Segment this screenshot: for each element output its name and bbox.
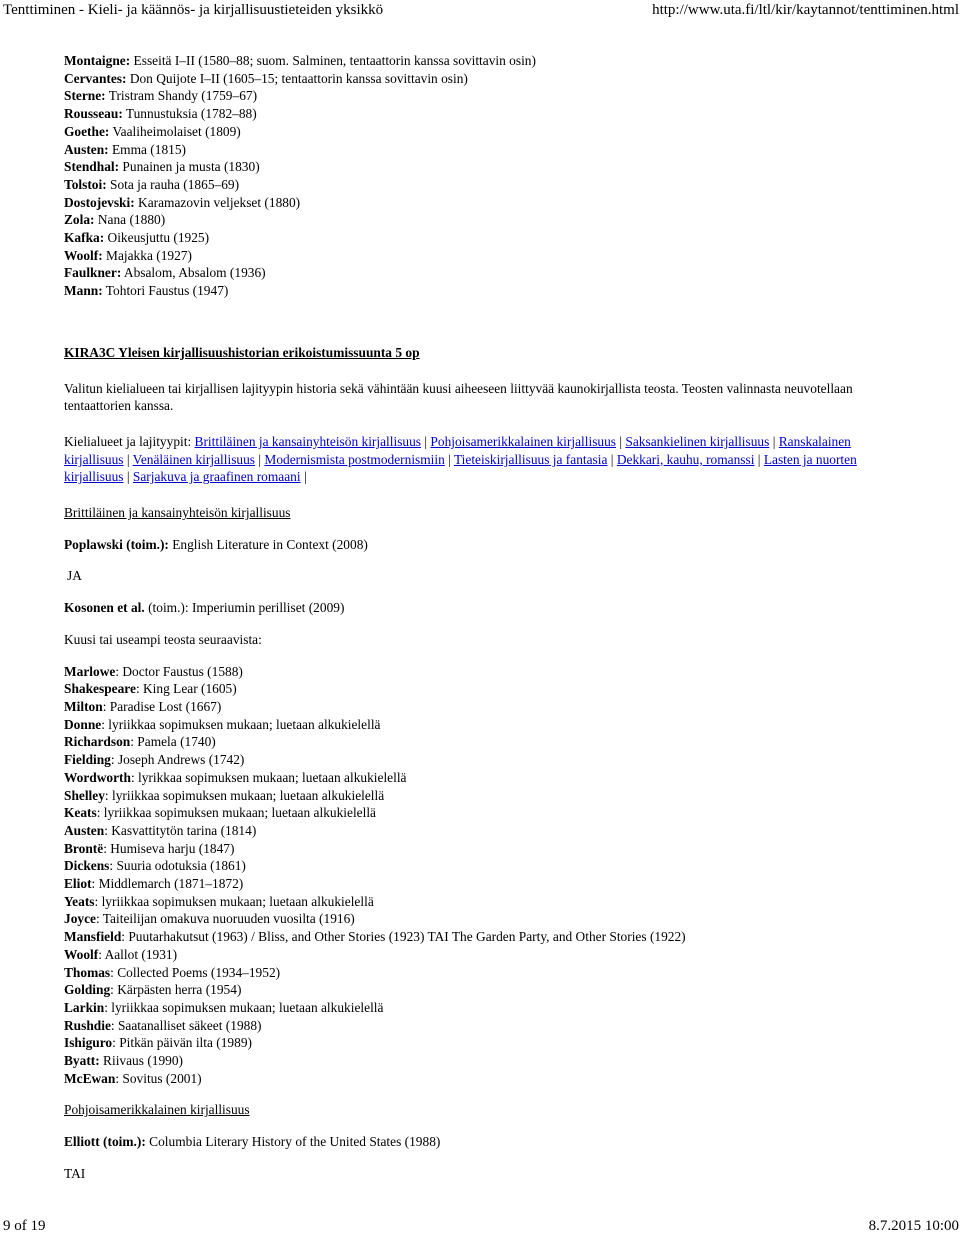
list-item-author: Zola: [64,212,95,228]
area-link[interactable]: Sarjakuva ja graafinen romaani [132,469,301,485]
list-item-title: Oikeusjuttu (1925) [104,230,210,246]
list-item-author: Shakespeare [64,681,136,697]
area-separator: | [123,451,133,467]
areas-paragraph [64,433,904,486]
page-url: http://www.uta.fi/ltl/kir/kaytannot/tenttiminen.html [652,2,959,18]
list-item-author: Goethe: [64,123,110,139]
list-item [64,70,949,88]
list-item-author: Stendhal: [64,159,120,175]
list-item-author: Kafka: [64,230,105,246]
list-item-author: Larkin [64,999,105,1015]
list-item-title: : Paradise Lost (1667) [102,698,222,714]
list-item [64,769,949,787]
list-item-title: : Doctor Faustus (1588) [115,663,243,679]
course-heading: KIRA3C Yleisen kirjallisuushistorian erikoistumissuunta 5 op [64,344,420,360]
list-item-author: Dickens [64,858,110,874]
list-item-author: Donne [64,716,102,732]
list-item [64,893,949,911]
area-separator: | [123,469,133,485]
list-item-title: : Pamela (1740) [130,734,216,750]
areas-label: Kielialueet ja lajityypit: [64,433,195,449]
area-separator: | [300,469,307,485]
list-item-author: Woolf [64,946,99,962]
list-item [64,123,949,141]
list-item-title: : Collected Poems (1934–1952) [110,964,281,980]
list-item [64,1070,949,1088]
british-book-2 [64,599,949,617]
british-book-2-author: Kosonen et al. [64,600,145,616]
list-item [64,946,949,964]
list-item [64,176,949,194]
list-item-title: : Puutarhakutsut (1963) / Bliss, and Other Stories (1923) TAI The Garden Party, and Other Stories (1922) [121,929,686,945]
list-item [64,87,949,105]
list-item-author: McEwan [64,1070,116,1086]
list-item-author: Austen [64,822,105,838]
british-book-2-text: (toim.): Imperiumin perilliset (2009) [144,600,345,616]
area-separator: | [421,433,431,449]
tai-separator: TAI [64,1165,86,1181]
list-item-title: Karamazovin veljekset (1880) [134,194,301,210]
page-number: 9 of 19 [3,1218,46,1234]
list-item-title: : lyriikkaa sopimuksen mukaan; luetaan alkukielellä [94,893,374,909]
list-item-author: Mann: [64,283,103,299]
list-item-author: Eliot [64,876,92,892]
area-link[interactable]: Pohjoisamerikkalainen kirjallisuus [430,433,617,449]
list-item [64,928,949,946]
list-item-title: : King Lear (1605) [135,681,237,697]
list-item-author: Fielding [64,752,111,768]
area-separator: | [754,451,764,467]
list-item [64,1052,949,1070]
list-item [64,999,949,1017]
list-item-author: Joyce [64,911,96,927]
british-book-1 [64,536,949,554]
british-book-1-author: Poplawski (toim.): [64,536,169,552]
list-item-title: : lyriikkaa sopimuksen mukaan; luetaan alkukielellä [104,999,384,1015]
area-link[interactable]: Lasten ja nuorten kirjallisuus [64,451,857,485]
list-item-title: Tunnustuksia (1782–88) [122,106,257,122]
list-item-title: Emma (1815) [108,141,186,157]
area-link[interactable]: Modernismista postmodernismiin [264,451,445,467]
area-separator: | [607,451,617,467]
list-item-author: Woolf: [64,247,103,263]
list-item-author: Richardson [64,734,131,750]
area-separator: | [444,451,454,467]
list-item [64,875,949,893]
list-item [64,964,949,982]
list-item-author: Mansfield [64,929,122,945]
list-item-author: Tolstoi: [64,176,107,192]
list-item-author: Yeats [64,893,95,909]
list-item-title: : Taiteilijan omakuva nuoruuden vuosilta (1916) [95,911,355,927]
list-item-author: Sterne: [64,88,106,104]
list-item-author: Faulkner: [64,265,122,281]
list-item [64,1034,949,1052]
list-item-title: : lyriikkaa sopimuksen mukaan; luetaan alkukielellä [101,716,381,732]
area-separator: | [616,433,626,449]
choose-instruction: Kuusi tai useampi teosta seuraavista: [64,631,262,647]
list-item [64,981,949,999]
list-item-author: Montaigne: [64,53,131,68]
print-footer [0,1216,960,1238]
list-item-title: : Humiseva harju (1847) [103,840,235,856]
list-item [64,141,949,159]
list-item-author: Golding [64,982,111,998]
list-item [64,910,949,928]
list-item-title: : lyriikkaa sopimuksen mukaan; luetaan alkukielellä [104,787,385,803]
list-item [64,663,949,681]
list-item-title: : Pitkän päivän ilta (1989) [112,1035,252,1051]
list-item-title: Tohtori Faustus (1947) [102,283,229,299]
list-item-title: : Middlemarch (1871–1872) [91,876,244,892]
area-link[interactable]: Saksankielinen kirjallisuus [625,433,770,449]
list-item [64,698,949,716]
british-section-title: Brittiläinen ja kansainyhteisön kirjallisuus [64,505,291,521]
list-item [64,264,949,282]
list-item-author: Thomas [64,964,111,980]
list-item-author: Milton [64,698,103,714]
list-item-title: : Aallot (1931) [98,946,178,962]
list-item [64,857,949,875]
list-item [64,158,949,176]
list-item [64,716,949,734]
area-link[interactable]: Ranskalainen kirjallisuus [64,433,851,467]
course-description: Valitun kielialueen tai kirjallisen lajityypin historia sekä vähintään kuusi aiheeseen liittyvää kaunokirjallista teosta. Teosten valinnasta neuvotellaan tentaattorien kanssa. [64,380,853,414]
list-item-title: : lyrikkaa sopimuksen mukaan; luetaan alkukielellä [130,769,407,785]
british-book-1-text: English Literature in Context (2008) [168,536,368,552]
british-book-list [64,663,949,1088]
list-item [64,822,949,840]
list-item-author: Brontë [64,840,104,856]
document-body [64,52,949,1183]
list-item-title: : Joseph Andrews (1742) [110,752,245,768]
list-item [64,52,949,70]
list-item-title: Nana (1880) [94,212,166,228]
list-item [64,229,949,247]
north-american-book-1-author: Elliott (toim.): [64,1134,146,1150]
list-item-title: : Suuria odotuksia (1861) [109,858,246,874]
area-link[interactable]: Tieteiskirjallisuus ja fantasia [453,451,608,467]
area-link[interactable]: Dekkari, kauhu, romanssi [616,451,755,467]
list-item-title: Don Quijote I–II (1605–15; tentaattorin kanssa sovittavin osin) [126,70,468,86]
page-title: Tenttiminen - Kieli- ja käännös- ja kirjallisuustieteiden yksikkö [3,2,384,18]
list-item-title: Majakka (1927) [102,247,192,263]
area-link[interactable]: Brittiläinen ja kansainyhteisön kirjallisuus [194,433,422,449]
list-item-author: Dostojevski: [64,194,135,210]
list-item [64,194,949,212]
list-item-title: : Kärpästen herra (1954) [110,982,242,998]
list-item [64,840,949,858]
list-item-title: Vaaliheimolaiset (1809) [109,123,241,139]
intro-book-list [64,52,949,300]
list-item [64,282,949,300]
list-item-title: Punainen ja musta (1830) [119,159,260,175]
list-item-author: Cervantes: [64,70,127,86]
list-item-title: Absalom, Absalom (1936) [121,265,266,281]
list-item [64,751,949,769]
area-separator: | [769,433,779,449]
list-item-author: Wordworth [64,769,131,785]
ja-separator: JA [67,568,82,584]
list-item [64,804,949,822]
list-item-title: : Saatanalliset säkeet (1988) [110,1017,262,1033]
list-item-title: Tristram Shandy (1759–67) [105,88,258,104]
list-item-author: Byatt: [64,1053,100,1069]
list-item [64,733,949,751]
area-separator: | [255,451,265,467]
list-item-title: : Kasvattitytön tarina (1814) [104,822,257,838]
list-item-title: : lyriikkaa sopimuksen mukaan; luetaan alkukielellä [96,805,376,821]
list-item-author: Shelley [64,787,105,803]
area-link[interactable]: Venäläinen kirjallisuus [132,451,256,467]
list-item-title: Esseitä I–II (1580–88; suom. Salminen, tentaattorin kanssa sovittavin osin) [130,53,536,68]
list-item-author: Ishiguro [64,1035,113,1051]
list-item-author: Marlowe [64,663,116,679]
list-item-title: Sota ja rauha (1865–69) [106,176,240,192]
list-item-author: Rousseau: [64,106,123,122]
list-item-title: : Sovitus (2001) [115,1070,202,1086]
print-header [0,0,960,24]
north-american-section-title: Pohjoisamerikkalainen kirjallisuus [64,1102,250,1118]
list-item [64,247,949,265]
list-item [64,1017,949,1035]
print-datetime: 8.7.2015 10:00 [868,1218,959,1234]
list-item-author: Rushdie [64,1017,111,1033]
list-item [64,211,949,229]
list-item [64,787,949,805]
north-american-book-1-text: Columbia Literary History of the United States (1988) [145,1134,441,1150]
north-american-book-1 [64,1133,949,1151]
list-item-title: Riivaus (1990) [99,1053,184,1069]
list-item-author: Keats [64,805,97,821]
list-item [64,105,949,123]
list-item-author: Austen: [64,141,109,157]
list-item [64,680,949,698]
